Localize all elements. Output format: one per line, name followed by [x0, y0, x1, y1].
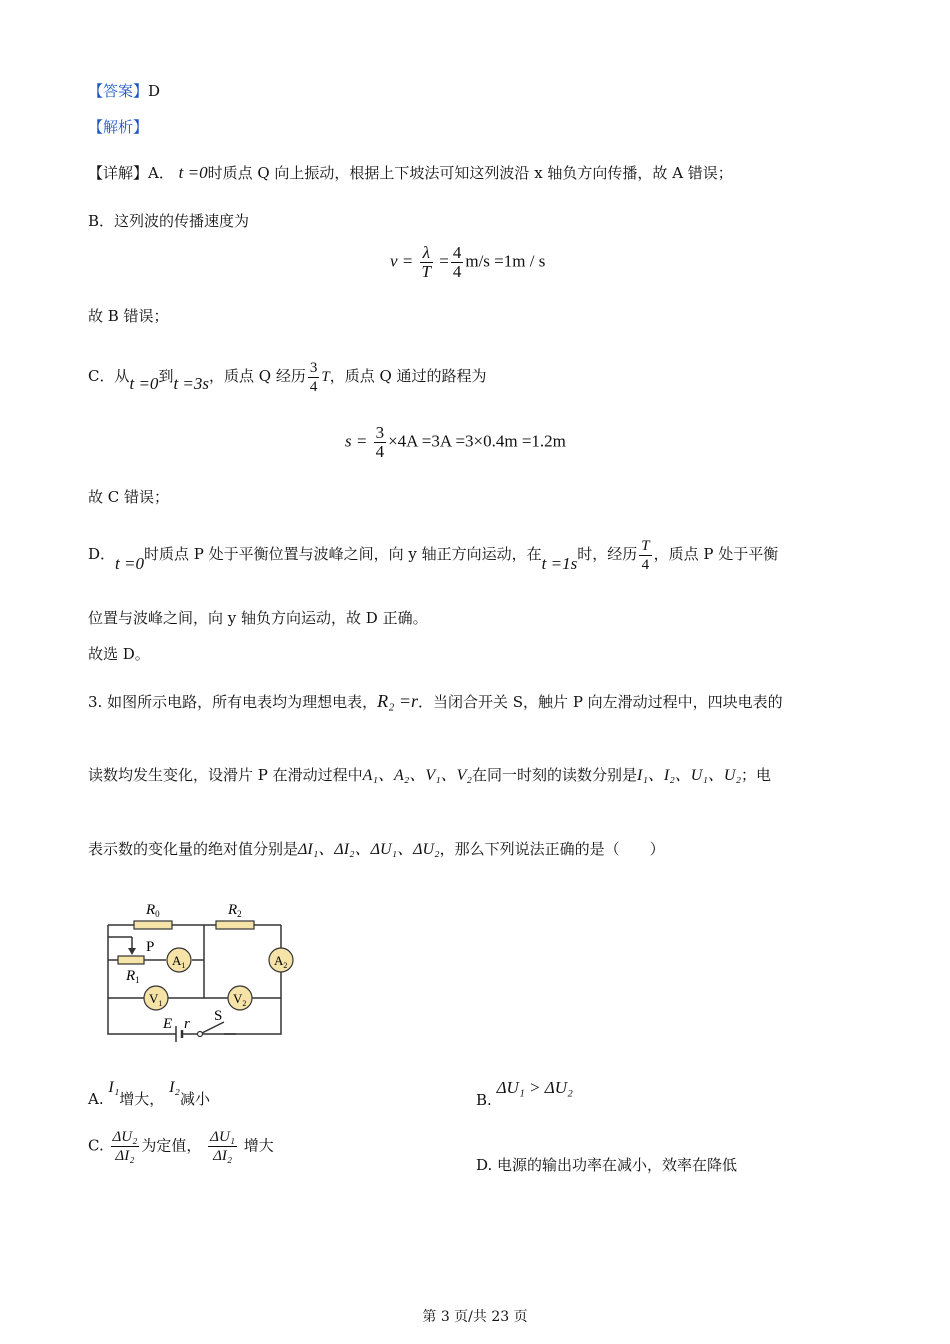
- formula-path: s = $\frac{3}{4}$ ×4A =3A =3×0.4m =1.2m: [345, 423, 566, 461]
- formula-velocity: v = $\frac{\lambda}{T}$ = $\frac{4}{4}$ m/s =1m / s: [390, 243, 546, 281]
- d-line2: 位置与波峰之间，向 y 轴负方向运动，故 D 正确。: [88, 609, 428, 627]
- analysis-tag: 【解析】: [88, 118, 149, 136]
- d-choose: 故选 D。: [88, 645, 150, 663]
- label-e: E: [163, 1016, 173, 1032]
- label-v1: $V_1$: [149, 991, 163, 1008]
- slider-arrow-icon: [128, 948, 136, 955]
- q3-line1: 3. 如图所示电路，所有电表均为理想电表，R₂ =r．当闭合开关 S，触片 P 向左滑动过程中，四块电表的: [88, 691, 783, 711]
- page-footer: 第 3 页/共 23 页: [422, 1309, 528, 1325]
- option-a[interactable]: A. I₁增大， I₂减小: [88, 1079, 210, 1108]
- label-a1: $A_1$: [172, 953, 186, 970]
- answer-value: D: [148, 82, 161, 100]
- label-p: P: [146, 939, 155, 955]
- d-line: D．t =0时质点 P 处于平衡位置与波峰之间，向 y 轴正方向运动，在t =1s时，经历 $\frac{T}{4}$ ，质点 P 处于平衡: [88, 537, 779, 573]
- c-line: C．从t =0到t =3s，质点 Q 经历 $\frac{3}{4}$ T，质点 Q 通过的路程为: [88, 359, 487, 395]
- answer-tag: 【答案】: [88, 82, 149, 100]
- label-s: S: [214, 1008, 223, 1024]
- t0-symbol: t =0: [178, 163, 208, 182]
- label-r2: $R_2$: [228, 902, 242, 919]
- q3-line2: 读数均发生变化，设滑片 P 在滑动过程中A₁、A₂、V₁、V₂在同一时刻的读数分别是I₁、I₂、U₁、U₂；电: [88, 766, 772, 784]
- resistor-r0: [134, 921, 172, 929]
- rheostat-r1: [118, 956, 144, 964]
- b-conclusion: 故 B 错误；: [88, 307, 169, 325]
- detail-tag: 【详解】: [88, 164, 149, 182]
- c-conclusion: 故 C 错误；: [88, 488, 170, 506]
- label-v2: $V_2$: [233, 991, 247, 1008]
- q3-line3: 表示数的变化量的绝对值分别是ΔI₁、ΔI₂、ΔU₁、ΔU₂，那么下列说法正确的是（ ）: [88, 840, 665, 858]
- switch-contact: [198, 1032, 203, 1037]
- option-d[interactable]: D. 电源的输出功率在减小，效率在降低: [476, 1156, 738, 1174]
- label-r: r: [184, 1016, 190, 1032]
- resistor-r2: [216, 921, 254, 929]
- label-a2: $A_2$: [274, 953, 288, 970]
- circuit-diagram: [96, 890, 306, 1050]
- label-r0: $R_0$: [146, 902, 160, 919]
- option-b[interactable]: B. ΔU₁ > ΔU₂: [476, 1078, 573, 1109]
- answer-line: [88, 80, 160, 102]
- option-c[interactable]: C. $\frac{\text{ΔU₂}}{\text{ΔI₂}}$ 为定值， $\frac{\text{ΔU₁}}{\text{ΔI₂}}$ 增大: [88, 1129, 274, 1164]
- b-intro: B．这列波的传播速度为: [88, 212, 250, 230]
- detail-a-line: 【详解】A． t =0时质点 Q 向上振动，根据上下坡法可知这列波沿 x 轴负方向传播，故 A 错误；: [88, 163, 733, 182]
- label-r1: $R_1$: [126, 968, 140, 985]
- wire-right-bottom: [196, 925, 281, 1034]
